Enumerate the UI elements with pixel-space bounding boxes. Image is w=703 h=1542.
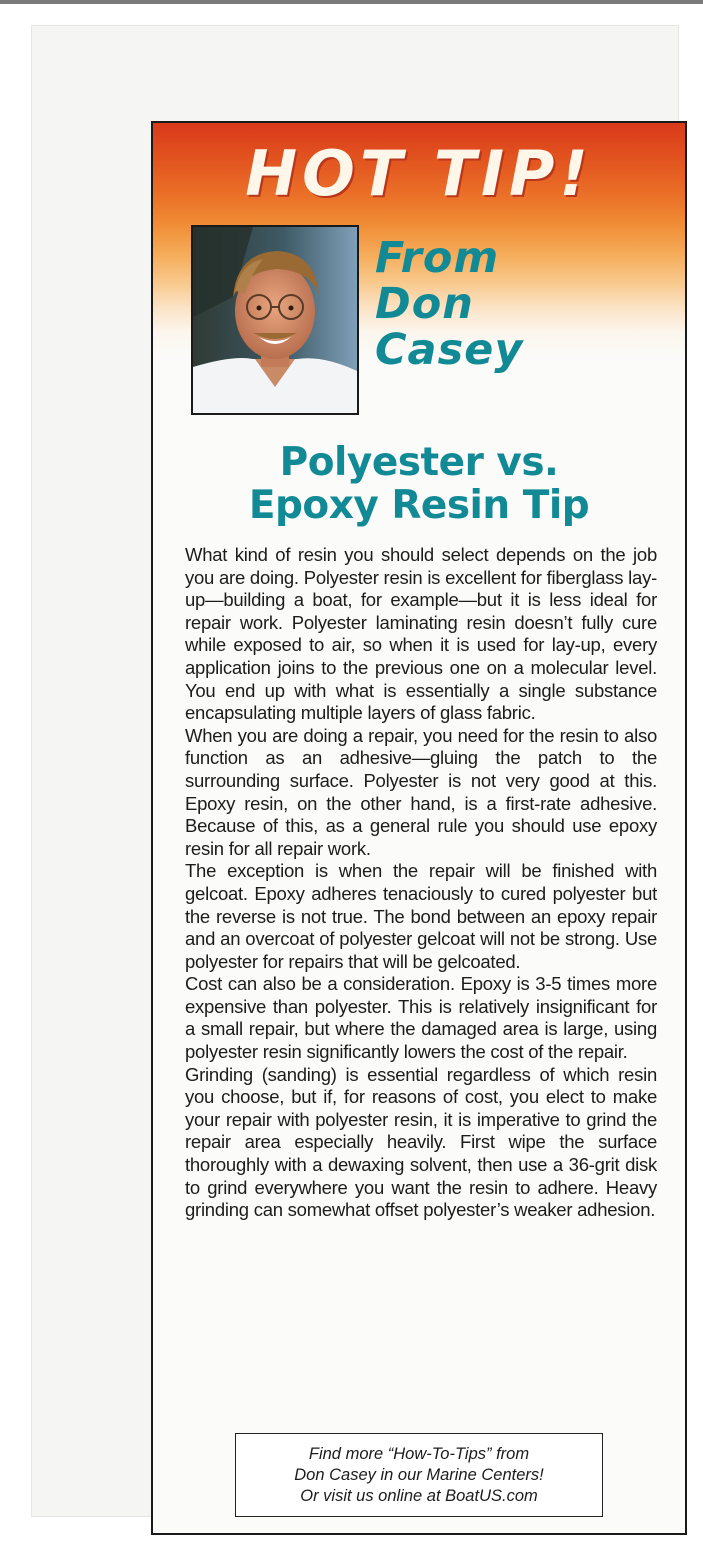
hot-tip-banner: HOT TIP! [245, 137, 593, 210]
author-from: From [375, 233, 500, 283]
author-byline [375, 235, 523, 373]
article-title-line1: Polyester vs. [279, 440, 559, 485]
call-to-action-box [235, 1433, 603, 1517]
author-photo [191, 225, 359, 415]
author-portrait-icon [193, 227, 357, 413]
newspaper-clipping [32, 26, 678, 1516]
cta-line1: Find more “How-To-Tips” from [308, 1444, 530, 1463]
author-first-name: Don [375, 279, 474, 329]
paragraph-resin-choice: What kind of resin you should select depends on the job you are doing. Polyester resin is excellent for fiberglass lay-up—building a boat, for example—but it is less ideal for repair work. Polyester laminating resin doesn’t fully cure while exposed to air, so when it is used for lay-up, every application joins to the previous one on a molecular level. You end up with what is essentially a single substance encapsulating multiple layers of glass fabric. [185, 544, 657, 724]
paragraph-cost: Cost can also be a consideration. Epoxy is 3-5 times more expensive than polyester. This is relatively insignificant for a small repair, but where the damaged area is large, using polyester resin significantly lowers the cost of the repair. [185, 973, 657, 1063]
article-title-line2: Epoxy Resin Tip [248, 483, 590, 528]
article-title [153, 441, 685, 527]
cta-line2: Don Casey in our Marine Centers! [294, 1465, 544, 1484]
author-last-name: Casey [375, 325, 524, 375]
paragraph-gelcoat-exception: The exception is when the repair will be finished with gelcoat. Epoxy adheres tenaciously to cured polyester but the reverse is not true. The bond between an epoxy repair and an overcoat of polyester gelcoat will not be strong. Use polyester for repairs that will be gelcoated. [185, 860, 657, 972]
article-body [185, 544, 657, 1222]
hot-tip-panel [151, 121, 687, 1535]
paragraph-adhesive: When you are doing a repair, you need for the resin to also function as an adhesive—gluing the patch to the surrounding surface. Polyester is not very good at this. Epoxy resin, on the other hand, is a first-rate adhesive. Because of this, as a general rule you should use epoxy resin for all repair work. [185, 724, 657, 859]
cta-line3: Or visit us online at BoatUS.com [300, 1486, 538, 1505]
paragraph-grinding: Grinding (sanding) is essential regardless of which resin you choose, but if, for reasons of cost, you elect to make your repair with polyester resin, it is imperative to grind the repair area especially heavily. First wipe the surface thoroughly with a dewaxing solvent, then use a 36-grit disk to grind everywhere you want the resin to adhere. Heavy grinding can somewhat offset polyester’s weaker adhesion. [185, 1063, 657, 1221]
scan-edge [0, 0, 703, 4]
